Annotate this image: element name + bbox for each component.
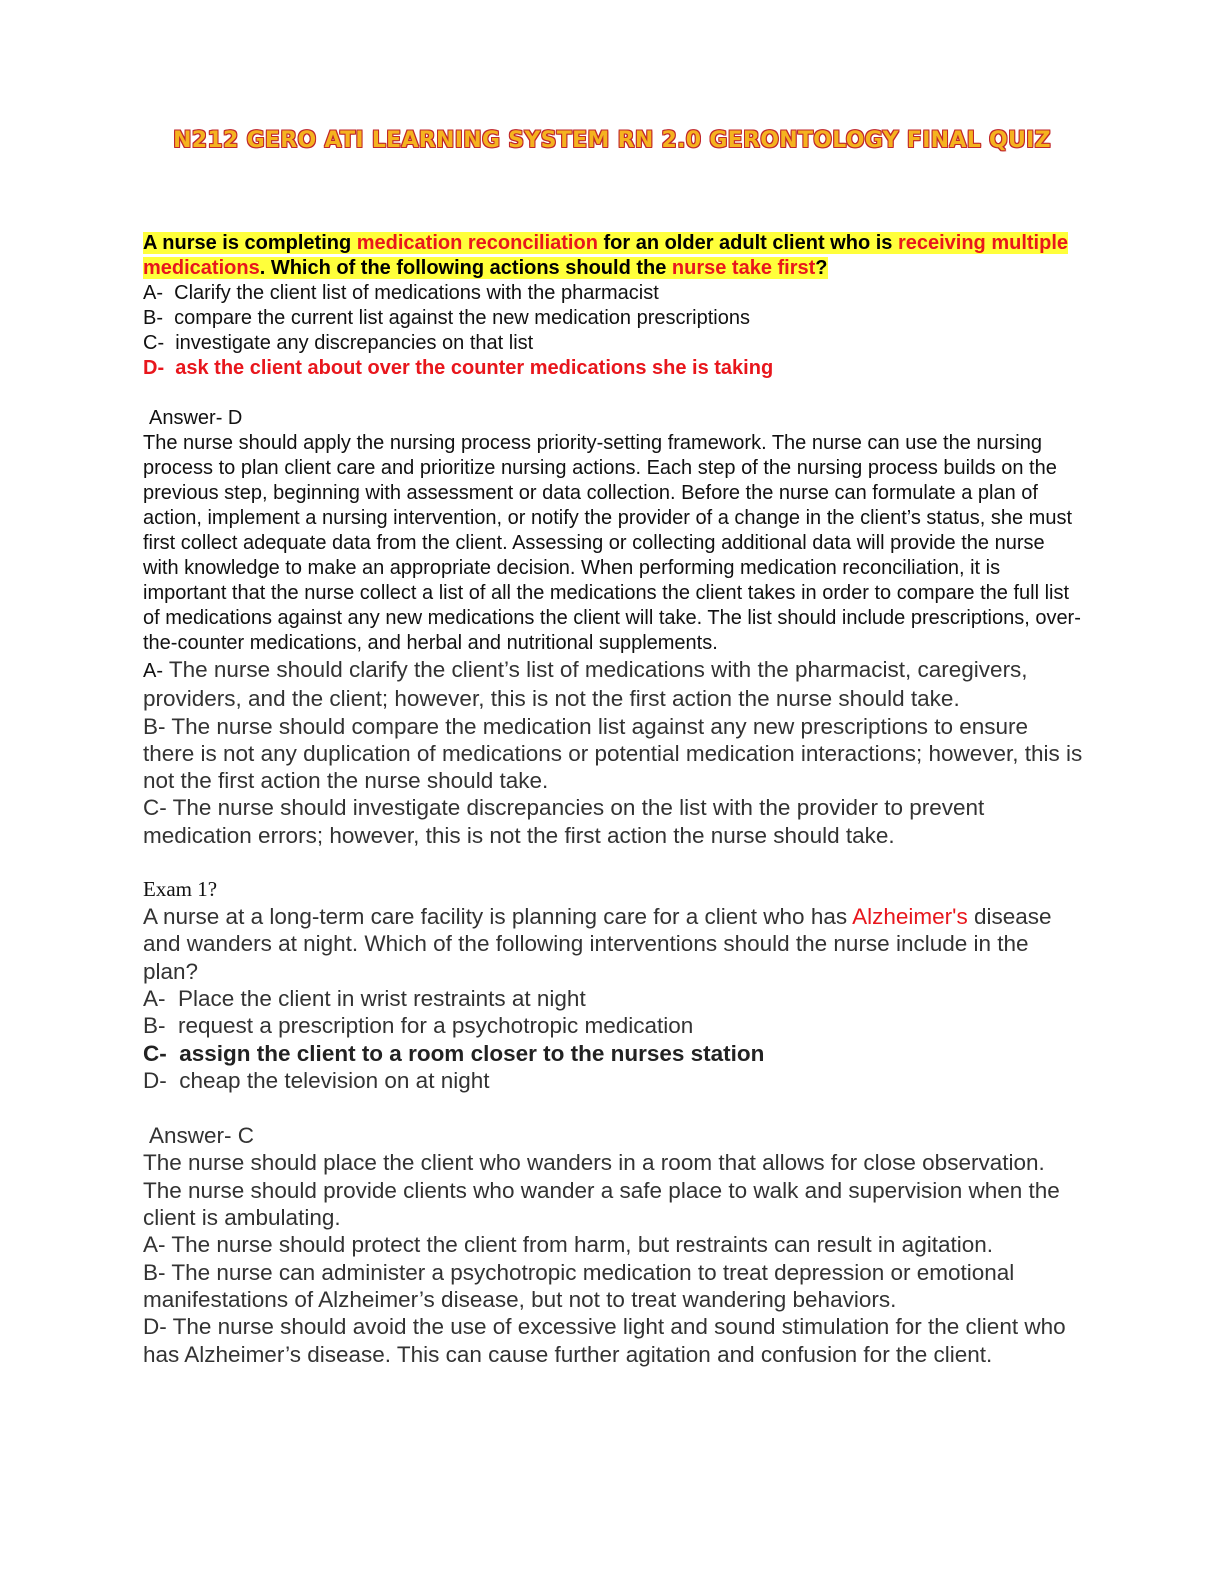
question-2-option-b: B- request a prescription for a psychotropic medication	[143, 1013, 694, 1039]
document-body	[143, 231, 1083, 1368]
question-1-answer: Answer- D	[149, 407, 243, 429]
stem-part: A nurse is completing	[143, 232, 357, 254]
question-2-option-a: A- Place the client in wrist restraints at night	[143, 985, 586, 1011]
document-title: N212 GERO ATI LEARNING SYSTEM RN 2.0 GERONTOLOGY FINAL QUIZ	[173, 128, 1051, 153]
question-1-explanation: The nurse should apply the nursing process priority-setting framework. The nurse can use the nursing process to plan client care and prioritize nursing actions. Each step of the nursing process builds on the previous step, beginning with assessment or data collection. Before the nurse can formulate a plan of action, implement a nursing intervention, or notify the provider of a change in the client’s status, she must first collect adequate data from the client. Assessing or collecting additional data will provide the nurse with knowledge to make an appropriate decision. When performing medication reconciliation, it is important that the nurse collect a list of all the medications the client takes in order to compare the full list of medications against any new medications the client will take. The list should include prescriptions, over-the-counter medications, and herbal and nutritional supplements.	[143, 432, 1081, 654]
question-2-option-d: D- cheap the television on at night	[143, 1067, 490, 1093]
question-2-rationale-a: A- The nurse should protect the client from harm, but restraints can result in agitation.	[143, 1232, 994, 1258]
question-1-option-b: B- compare the current list against the new medication prescriptions	[143, 307, 750, 329]
question-2-answer: Answer- C	[149, 1123, 255, 1149]
stem-highlight-receiving-multiple-medications: receiving multiple medications	[143, 232, 1069, 279]
stem-part: for an older adult client who is	[597, 232, 898, 254]
stem-part: . Which of the following actions should the	[259, 257, 672, 279]
question-1-stem	[143, 231, 1083, 281]
question-2-option-c-correct: C- assign the client to a room closer to the nurses station	[143, 1040, 765, 1066]
exam-label: Exam 1?	[143, 877, 218, 902]
question-2-rationale-b: B- The nurse can administer a psychotropic medication to treat depression or emotional manifestations of Alzheimer’s disease, but not to treat wandering behaviors.	[143, 1259, 1015, 1312]
question-1-rationale-b: B- The nurse should compare the medication list against any new prescriptions to ensure there is not any duplication of medications or potential medication interactions; however, this is not the first action the nurse should take.	[143, 713, 1083, 794]
stem-highlight-medication-reconciliation: medication reconciliation	[356, 232, 598, 254]
stem-part: ?	[815, 257, 828, 279]
question-2-rationale-d: D- The nurse should avoid the use of excessive light and sound stimulation for the client who has Alzheimer’s disease. This can cause further agitation and confusion for the client.	[143, 1314, 1066, 1367]
question-1-option-c: C- investigate any discrepancies on that list	[143, 332, 534, 354]
question-1-option-a: A- Clarify the client list of medications with the pharmacist	[143, 282, 659, 304]
stem-highlight-alzheimers: Alzheimer's	[852, 904, 968, 930]
question-1-option-d-correct: D- ask the client about over the counter medications she is taking	[143, 357, 774, 379]
spacer	[143, 381, 1083, 406]
question-1-rationale-c: C- The nurse should investigate discrepancies on the list with the provider to prevent medication errors; however, this is not the first action the nurse should take.	[143, 795, 985, 848]
question-1-rationale-a: A- The nurse should clarify the client’s list of medications with the pharmacist, caregivers, providers, and the client; however, this is not the first action the nurse should take.	[143, 657, 1028, 712]
spacer	[143, 1094, 1083, 1122]
stem-highlight-nurse-take-first: nurse take first	[671, 257, 816, 279]
question-2-explanation: The nurse should place the client who wanders in a room that allows for close observation. The nurse should provide clients who wander a safe place to walk and supervision when the client is ambulating.	[143, 1150, 1060, 1231]
question-2-stem: A nurse at a long-term care facility is planning care for a client who has Alzheimer's disease and wanders at night. Which of the following interventions should the nurse include in the plan?	[143, 904, 1052, 984]
spacer	[143, 849, 1083, 876]
